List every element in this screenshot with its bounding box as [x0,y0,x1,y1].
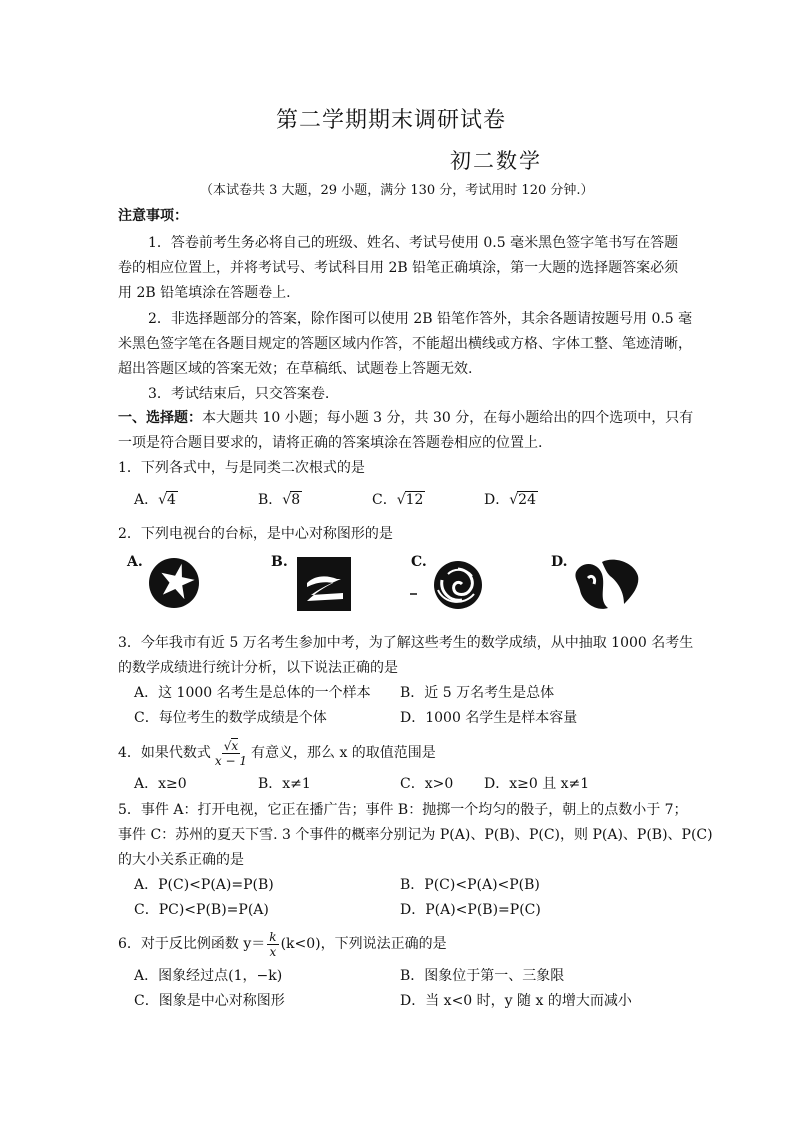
q6-option-a: A．图象经过点(1，−k) [134,968,283,984]
q6-option-d: D．当 x<0 时，y 随 x 的增大而减小 [400,993,632,1009]
section-heading: 一、选择题： [118,410,202,426]
fraction [267,930,278,959]
q4-option-b: B．x≠1 [258,776,311,792]
q1-option-d [484,490,538,510]
tv-logo-ribbon-icon [572,556,640,614]
q1-option-b [258,490,302,510]
q6-option-c: C．图象是中心对称图形 [134,993,285,1009]
q2-option-c-label: C. [411,554,427,570]
section-intro-text: 一项是符合题目要求的，请将正确的答案填涂在答题卷相应的位置上. [118,435,543,451]
q6-option-b: B．图象位于第一、三象限 [400,968,565,984]
notes-heading: 注意事项： [118,208,188,224]
q4-stem-post: 有意义，那么 x 的取值范围是 [251,745,436,761]
question-5-stem: 事件 C：苏州的夏天下雪. 3 个事件的概率分别记为 P(A)、P(B)、P(C)，则 P(A)、P(B)、P(C) [118,827,713,843]
exam-subtitle: 初二数学 [450,149,542,173]
option-label: A． [134,492,159,508]
q3-option-d: D．1000 名学生是样本容量 [400,710,578,726]
exam-info: （本试卷共 3 大题，29 小题，满分 130 分，考试用时 120 分钟.） [200,183,594,198]
exam-title: 第二学期期末调研试卷 [276,108,507,133]
question-5-stem: 5．事件 A：打开电视，它正在播广告；事件 B：抛掷一个均匀的骰子，朝上的点数小于 7； [118,802,688,818]
option-label: B． [258,492,283,508]
q3-option-c: C．每位考生的数学成绩是个体 [134,710,327,726]
radicand: 4 [167,492,176,508]
q6-stem-pre: 6．对于反比例函数 y＝ [118,936,266,952]
q5-option-c: C．PC)<P(B)=P(A) [134,902,269,918]
q6-stem-post: (k<0)，下列说法正确的是 [280,936,447,952]
q4-option-c: C．x>0 [400,776,454,792]
q3-option-a: A．这 1000 名考生是总体的一个样本 [134,685,371,701]
fraction-numerator: k [269,929,277,944]
q1-option-a [134,490,178,510]
radicand: 24 [518,492,536,508]
question-4-stem [118,733,436,773]
q2-option-a-label: A. [127,554,143,570]
q2-option-b-label: B. [271,554,288,570]
notes-line: 1．答卷前考生务必将自己的班级、姓名、考试号使用 0.5 毫米黑色签字笔书写在答题 [148,235,679,251]
tv-logo-swirl-icon [408,560,490,612]
q5-option-b: B．P(C)<P(A)<P(B) [400,877,540,893]
q2-option-d-label: D. [551,554,568,570]
tv-logo-square-icon [297,557,351,611]
radicand: 8 [291,492,301,508]
notes-line: 2．非选择题部分的答案，除作图可以使用 2B 铅笔作答外，其余各题请按题号用 0.5 毫 [148,311,693,327]
q4-option-a: A．x≥0 [134,776,187,792]
q5-option-d: D．P(A)<P(B)=P(C) [400,902,541,918]
option-label: D． [484,492,510,508]
question-3-stem: 的数学成绩进行统计分析，以下说法正确的是 [118,660,398,676]
section-intro [118,408,693,428]
fraction-denominator: x [269,944,277,959]
notes-line: 卷的相应位置上，并将考试号、考试科目用 2B 铅笔正确填涂，第一大题的选择题答案必须 [118,260,679,276]
notes-line: 用 2B 铅笔填涂在答题卷上. [118,285,291,301]
question-1-stem: 1．下列各式中，与是同类二次根式的是 [118,460,365,476]
radicand: 12 [405,492,424,508]
sqrt-expression: √8 [282,492,301,508]
sqrt-expression: √24 [509,492,536,508]
q4-stem-pre: 4．如果代数式 [118,745,211,761]
fraction-numerator: √x [223,738,239,753]
sqrt-expression: √12 [396,492,424,508]
question-6-stem [118,924,447,964]
q4-option-d: D．x≥0 且 x≠1 [484,776,590,792]
notes-line: 3．考试结束后，只交答案卷. [148,386,330,402]
q1-option-c [372,490,425,510]
radicand: x [231,738,239,753]
option-label: C． [372,492,397,508]
fraction [213,739,249,768]
question-2-stem: 2．下列电视台的台标，是中心对称图形的是 [118,526,393,542]
notes-line: 超出答题区域的答案无效；在草稿纸、试题卷上答题无效. [118,361,473,377]
question-5-stem: 的大小关系正确的是 [118,852,244,868]
q3-option-b: B．近 5 万名考生是总体 [400,685,555,701]
fraction-denominator: x − 1 [214,753,248,768]
question-3-stem: 3．今年我市有近 5 万名考生参加中考，为了解这些考生的数学成绩，从中抽取 1000 名考生 [118,635,694,651]
sqrt-expression: √4 [158,492,176,508]
section-intro-text: 本大题共 10 小题；每小题 3 分，共 30 分，在每小题给出的四个选项中，只有 [202,410,694,426]
q5-option-a: A．P(C)<P(A)=P(B) [134,877,274,893]
notes-line: 米黑色签字笔在各题目规定的答题区域内作答，不能超出横线或方格、字体工整、笔迹清晰， [118,336,692,352]
tv-logo-star-icon [148,557,200,609]
